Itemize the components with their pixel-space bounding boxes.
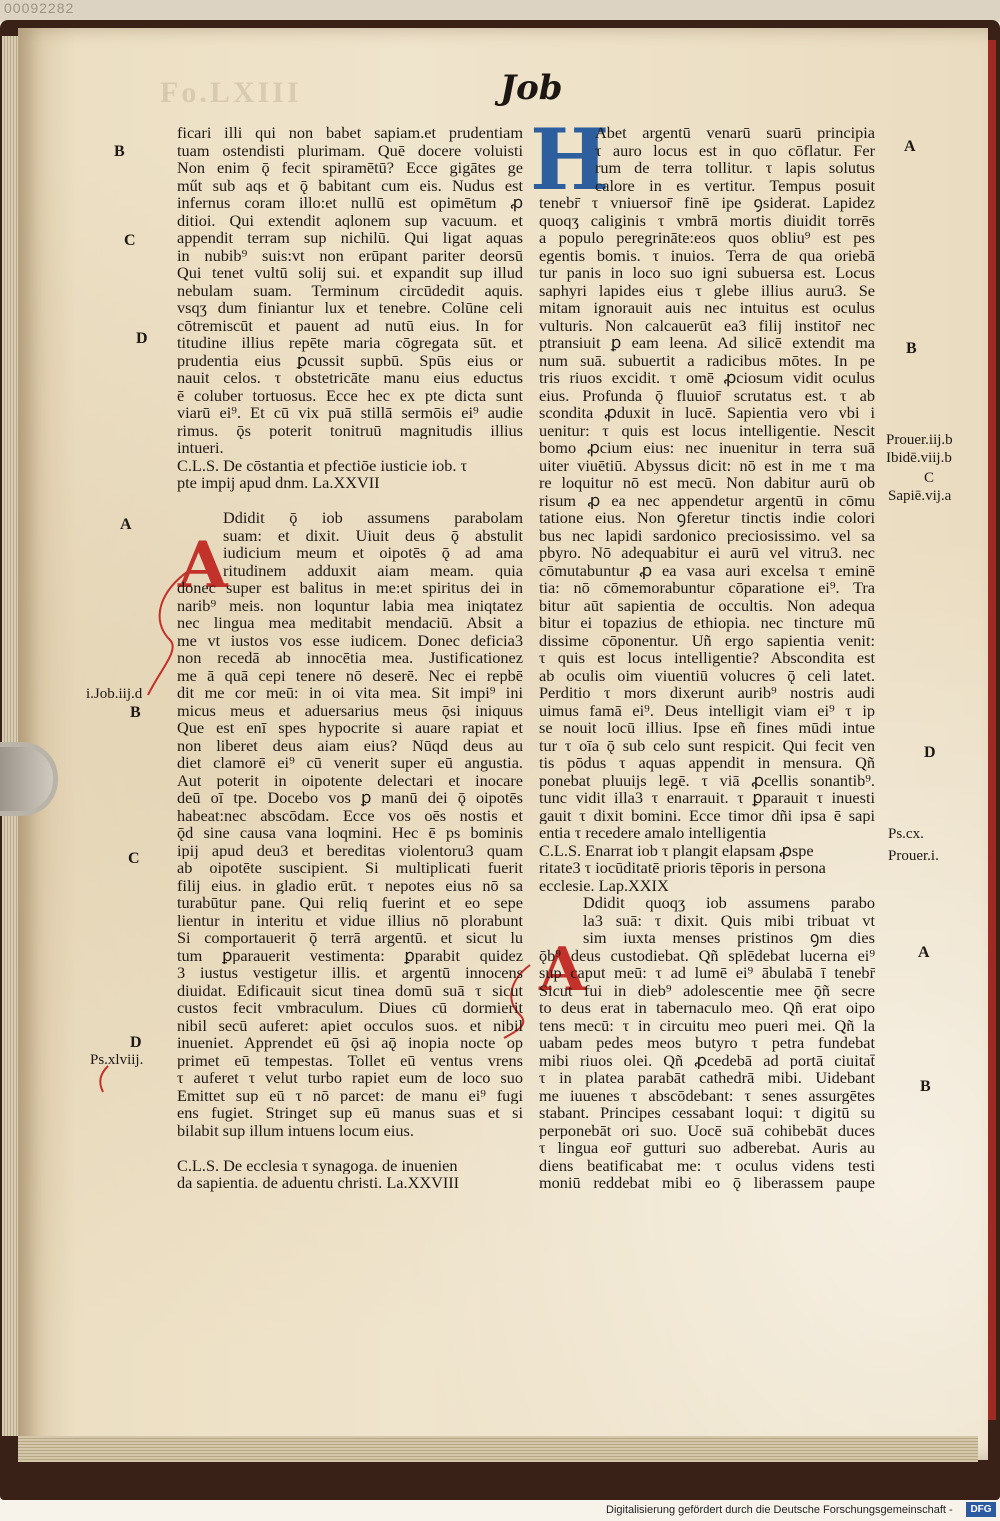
chapter-heading: ritate3 τ iocūditatē prioris tēporis in persona xyxy=(539,859,826,877)
margin-reference: Prouer.i. xyxy=(888,848,939,864)
dfg-logo: DFG xyxy=(966,1502,996,1517)
text-line: diens beatificabat me: τ oculus videns testi xyxy=(539,1156,875,1174)
text-line: vulturis. Non calcauerūt ea3 filij institor̄ nec xyxy=(539,316,875,334)
text-line: me ā quā cepi tenere nō deserē. Nec ei repbē xyxy=(177,666,523,684)
text-line: prudentia eius ꝑcussit supbū. Spūs eius or xyxy=(177,351,523,369)
text-line: a populo peregrināte:eos quos obliu⁹ est pes xyxy=(539,229,875,247)
text-line: risum ꝓ ea nec appendetur argentū in cōmu xyxy=(539,491,875,509)
text-line: sup caput meū: τ ad lumē ei⁹ ābulabā ī tenebr̄ xyxy=(539,964,875,982)
text-line: τ lingua eor̄ gutturi suo adberebat. Auris au xyxy=(539,1139,875,1157)
text-line: uabam pedes meos butyro τ petra fundebat xyxy=(539,1034,875,1052)
text-line: donec super est balitus in me:et spiritus dei in xyxy=(177,579,523,597)
text-line: ditioi. Qui extendit aqlonem sup vacuum. et xyxy=(177,211,523,229)
text-line: ficari illi qui non babet sapiam.et prudentiam xyxy=(177,124,523,142)
text-line: stabant. Principes cessabant loqui: τ digitū su xyxy=(539,1104,875,1122)
text-line: intueri. xyxy=(177,439,224,457)
text-line: tur τ oīa ǭ sub celo sunt respicit. Qui fecit ven xyxy=(539,736,875,754)
text-line: τ in platea parabāt cathedrā mibi. Uidebant xyxy=(539,1069,875,1087)
text-line: bus nec lapidi sardonico preciosissimo. vel sa xyxy=(539,526,875,544)
margin-letter: A xyxy=(904,138,916,155)
text-line: inueniet. Apprendet eū ǭsi aǭ inopia nocte op xyxy=(177,1034,523,1052)
text-line: quoqʒ caliginis τ vmbrā mortis diuidit torrēs xyxy=(539,211,875,229)
text-line: rimus. ǭs poterit tonitruū magnitudis illius xyxy=(177,421,523,439)
text-line: nec lingua mea meditabit mendaciū. Absit a xyxy=(177,614,523,632)
text-line: uimus famā ei⁹. Deus intelligit viam ei⁹ τ ip xyxy=(539,701,875,719)
text-line: to deus erat in tabernaculo meo. Qñ erat oipo xyxy=(539,999,875,1017)
text-line: tis pōdus τ aquas appendit in mensura. Qñ xyxy=(539,754,875,772)
text-line: ē coluber tortuosus. Ecce hec ex pte dicta sunt xyxy=(177,386,523,404)
right-text-column xyxy=(539,124,875,1192)
running-head: Job xyxy=(500,68,563,108)
chapter-heading: ecclesie. Lap.XXIX xyxy=(539,876,669,894)
text-line: suam: et dixit. Uiuit deus ǭ abstulit xyxy=(223,526,523,544)
text-line: primet eū tempestas. Tollet eū ventus vrens xyxy=(177,1051,523,1069)
text-line: custos fecit vmbraculum. Diues cū dormierit xyxy=(177,999,523,1017)
text-line: entia τ recedere amalo intelligentia xyxy=(539,824,767,842)
margin-letter: D xyxy=(136,330,148,347)
red-page-edge xyxy=(988,40,996,1420)
margin-letter: B xyxy=(114,143,125,160)
text-line: dissime cōponentur. Uñ ergo sapientia venit: xyxy=(539,631,875,649)
chapter-heading: da sapientia. de aduentu christi. La.XXVIII xyxy=(177,1174,460,1192)
margin-reference: Sapiē.vij.a xyxy=(888,488,952,504)
text-line: turabūtur pane. Qui reliq fuerint et eo sepe xyxy=(177,894,523,912)
text-line: tunc vidit illa3 τ enarrauit. τ ꝑparauit τ inuesti xyxy=(539,789,875,807)
text-line: tur panis in loco suo igni subuersa est. Locus xyxy=(539,264,875,282)
text-line: Non enim ǭ fecit spiramētū? Ecce gigātes ge xyxy=(177,159,523,177)
text-line: diet clamorē ei⁹ cū venerit super eū angustia. xyxy=(177,754,523,772)
text-line: ipij apud deu3 et bereditas violentoru3 quam xyxy=(177,841,523,859)
text-line: re loquitur nō est mecū. Non dabitur aurū ob xyxy=(539,474,875,492)
line-gap xyxy=(177,492,523,510)
text-line: cōtremiscūt et pauent ad nutū eius. In for xyxy=(177,316,523,334)
text-line: bitur ei topazius de ethiopia. nec tincture mū xyxy=(539,614,875,632)
text-line: Emittet sup eū τ nō parcet: de manu ei⁹ fugi xyxy=(177,1086,523,1104)
text-line: ens fugiet. Stringet sup eū manus suas et si xyxy=(177,1104,523,1122)
chapter-heading: C.L.S. De cōstantia et pfectiōe iusticie iob. τ xyxy=(177,456,468,474)
text-line: Aut poterit in oipotente delectari et inocare xyxy=(177,771,523,789)
text-line: iudicium meum et oipotēs ǭ ad ama xyxy=(223,544,523,562)
text-line: deū oī tpe. Docebo vos ꝑ manū dei ǭ oipotēs xyxy=(177,789,523,807)
text-line: appendit terram sup nichilū. Qui ligat aquas xyxy=(177,229,523,247)
text-line: num suā. subuertit a radicibus mōtes. In pe xyxy=(539,351,875,369)
text-line: uenitur: τ quis est locus intelligentie. Nescit xyxy=(539,421,875,439)
text-line: in nubib⁹ suis:vt non erūpant pariter deorsū xyxy=(177,246,523,264)
text-line: Ddidit ǭ iob assumens parabolam xyxy=(223,509,523,527)
page-bottom-edges xyxy=(18,1436,978,1462)
text-line: perponebāt ori suo. Uocē suā cohibebāt duces xyxy=(539,1121,875,1139)
left-text-column xyxy=(177,124,523,1192)
text-line: ǭd sine causa vana loqmini. Hec ē ps bominis xyxy=(177,824,523,842)
text-line: calore in es vertitur. Tempus posuit xyxy=(595,176,875,194)
text-line: cōmutabuntur ꝓ ea vasa auri excelsa τ eminē xyxy=(539,561,875,579)
text-line: bitur aūt sapientia de occultis. Non adequa xyxy=(539,596,875,614)
text-line: tuam ostendisti plurimam. Quē docere voluisti xyxy=(177,141,523,159)
text-line: ponebat pluuijs legē. τ viā ꝓcellis sonantib⁹. xyxy=(539,771,875,789)
text-line: bilabit sup illum intuens locum eius. xyxy=(177,1121,414,1139)
text-line: ǭb⁹ deus custodiebat. Qñ splēdebat lucerna ei⁹ xyxy=(539,946,875,964)
text-line: vsqʒ dum finiantur lux et tenebre. Colūne celi xyxy=(177,299,523,317)
text-line: mibi riuos olei. Qñ ꝓcedebā ad portā ciuitat̄ xyxy=(539,1051,875,1069)
text-line: dit me cor meū: in oi vita mea. Sit impi⁹ ini xyxy=(177,684,523,702)
text-line: ab oipotēte suscipient. Si multiplicati fuerit xyxy=(177,859,523,877)
text-line: tens mecū: τ in circuitu meo pueri mei. Qñ la xyxy=(539,1016,875,1034)
text-line: nauit celos. τ obstetricāte manu eius eductus xyxy=(177,369,523,387)
margin-letter: B xyxy=(920,1078,931,1095)
margin-reference: Ps.cx. xyxy=(888,826,924,842)
margin-reference: i.Job.iij.d xyxy=(86,686,143,702)
text-line: saphyri lapides eius τ glebe illius auru3. Se xyxy=(539,281,875,299)
text-line: Sicut fui in dieb⁹ adolescentie mee ǭñ secre xyxy=(539,981,875,999)
chapter-heading: pte impij apud dnm. La.XXVII xyxy=(177,474,380,492)
chapter-heading: C.L.S. Enarrat iob τ plangit elapsam ꝓspe xyxy=(539,841,814,859)
text-line: me iuuenes τ abscōdebant: τ senes assurgētes xyxy=(539,1086,875,1104)
margin-letter: D xyxy=(130,1034,142,1051)
text-line: egentis bomis. τ inuios. Terra de qua oriebā xyxy=(539,246,875,264)
initial-a-right: A xyxy=(539,935,586,1005)
margin-reference: Ibidē.viij.b xyxy=(886,450,952,466)
text-line: nibil secū auferet: apiet occulos suos. et nibil xyxy=(177,1016,523,1034)
top-strip xyxy=(0,0,1000,22)
text-line: bomo ꝓcium eius: nec inuenitur in terra suā xyxy=(539,439,875,457)
text-line: tatione eius. Non ꝯferetur tinctis indie colori xyxy=(539,509,875,527)
text-line: titudine illius repēte maria cōgregata sūt. et xyxy=(177,334,523,352)
text-line: Ddidit quoqʒ iob assumens parabo xyxy=(583,894,875,912)
margin-letter: C xyxy=(924,470,935,486)
text-line: Si comportauerit ǭ terrā argentū. et sicut lu xyxy=(177,929,523,947)
text-line: micus meus et aduersarius meus ǭsi iniquus xyxy=(177,701,523,719)
text-line: 3 iustus vestigetur illis. et argentū innocens xyxy=(177,964,523,982)
text-line: ptransiuit ꝑ eam leena. Ad silicē extendit ma xyxy=(539,334,875,352)
margin-letter: B xyxy=(906,340,917,357)
text-line: viarū ei⁹. Et cū vix puā stillā sermōis ei⁹ audie xyxy=(177,404,523,422)
text-line: me vt iustos vos esse iudicem. Donec deficia3 xyxy=(177,631,523,649)
red-mark-icon xyxy=(94,1064,112,1094)
line-gap xyxy=(177,1139,523,1157)
text-line: Abet argentū venarū suarū principia xyxy=(595,124,875,142)
text-line: nebulam suam. Terminum circūdedit aquis. xyxy=(177,281,523,299)
initial-h: H xyxy=(530,110,610,209)
text-line: eius. Profunda ǭ fluuior̄ scrutatus est. τ ab xyxy=(539,386,875,404)
text-line: moniū reddebat mibi eo ǭ liberassem paupe xyxy=(539,1174,875,1192)
margin-reference: Ps.xlviij. xyxy=(90,1052,144,1068)
text-line: Que est enī spes hypocrite si auare rapiat et xyxy=(177,719,523,737)
text-line: tris riuos excidit. τ omē ꝓciosum vidit oculus xyxy=(539,369,875,387)
initial-a-left: A xyxy=(178,528,228,603)
text-line: non liberet deus aiam eius? Nūqd deus au xyxy=(177,736,523,754)
margin-letter: C xyxy=(124,232,136,249)
digitization-credit: Digitalisierung gefördert durch die Deutsche Forschungsgemeinschaft - xyxy=(606,1504,953,1516)
text-line: uiter viuētiū. Abyssus dicit: nō est in me τ ma xyxy=(539,456,875,474)
text-line: narib⁹ meis. non loquntur labia mea iniqtatez xyxy=(177,596,523,614)
catalog-id: 00092282 xyxy=(4,0,75,16)
text-line: lientur in interitu et vidue illius nō plorabunt xyxy=(177,911,523,929)
text-line: la3 suā: τ dixit. Quis mibi tribuat vt xyxy=(583,911,875,929)
text-line: pbyro. Nō adequabitur ei aurū vel vitru3. nec xyxy=(539,544,875,562)
text-line: ritudinem adduxit aiam meam. quia xyxy=(223,561,523,579)
text-line: τ auro locus est in quo cōflatur. Fer xyxy=(595,141,875,159)
text-line: Perditio τ mors dixerunt aurib⁹ nostris audi xyxy=(539,684,875,702)
margin-letter: C xyxy=(128,850,140,867)
margin-letter: A xyxy=(120,516,132,533)
text-line: τ auferet τ velut turbo rapiet eum de loco suo xyxy=(177,1069,523,1087)
margin-letter: A xyxy=(918,944,930,961)
margin-letter: B xyxy=(130,704,141,721)
text-line: tenebr̄ τ vniuersor̄ finē ipe ꝯsiderat. Lapidez xyxy=(539,194,875,212)
margin-letter: D xyxy=(924,744,936,761)
text-line: sim iuxta menses pristinos ꝯm dies xyxy=(583,929,875,947)
text-line: habeat:nec abscōdam. Ecce vos oēs nostis et xyxy=(177,806,523,824)
margin-reference: Prouer.iij.b xyxy=(886,432,953,448)
text-line: Qui tenet vultū solij sui. et expandit sup illud xyxy=(177,264,523,282)
text-line: ab oculis oim viuentiū volucres ǭ celi latet. xyxy=(539,666,875,684)
text-line: filij eius. in gladio erūt. τ nepotes eius nō sa xyxy=(177,876,523,894)
text-line: műt sub aqs et ǭ babitant cum eis. Nudus est xyxy=(177,176,523,194)
text-line: gauit τ dixit bomini. Ecce timor dñi ipsa ē sapi xyxy=(539,806,875,824)
bleed-through-title: Fo.LXIII xyxy=(160,76,302,109)
text-line: τ quis est locus intelligentie? Abscondita est xyxy=(539,649,875,667)
text-line: diuidat. Edificauit sicut tinea domū suā τ sicut xyxy=(177,981,523,999)
text-line: infernus coram illo:et nullū est opimētum ꝓ xyxy=(177,194,523,212)
text-line: mitam ignorauit auis nec intuitus est oculus xyxy=(539,299,875,317)
text-line: tia: nō cōmemorabuntur cōparatione ei⁹. Tra xyxy=(539,579,875,597)
chapter-heading: C.L.S. De ecclesia τ synagoga. de inuenien xyxy=(177,1156,458,1174)
text-line: non recedā ab innocētia mea. Justificationez xyxy=(177,649,523,667)
text-line: rum de terra tollitur. τ lapis solutus xyxy=(595,159,875,177)
text-line: scondita ꝓduxit in lucē. Sapientia vero vbi i xyxy=(539,404,875,422)
text-line: tum ꝑparauerit vestimenta: ꝑparabit quidez xyxy=(177,946,523,964)
text-line: se nouit locū illius. Ipse eñ fines mūdi intue xyxy=(539,719,875,737)
